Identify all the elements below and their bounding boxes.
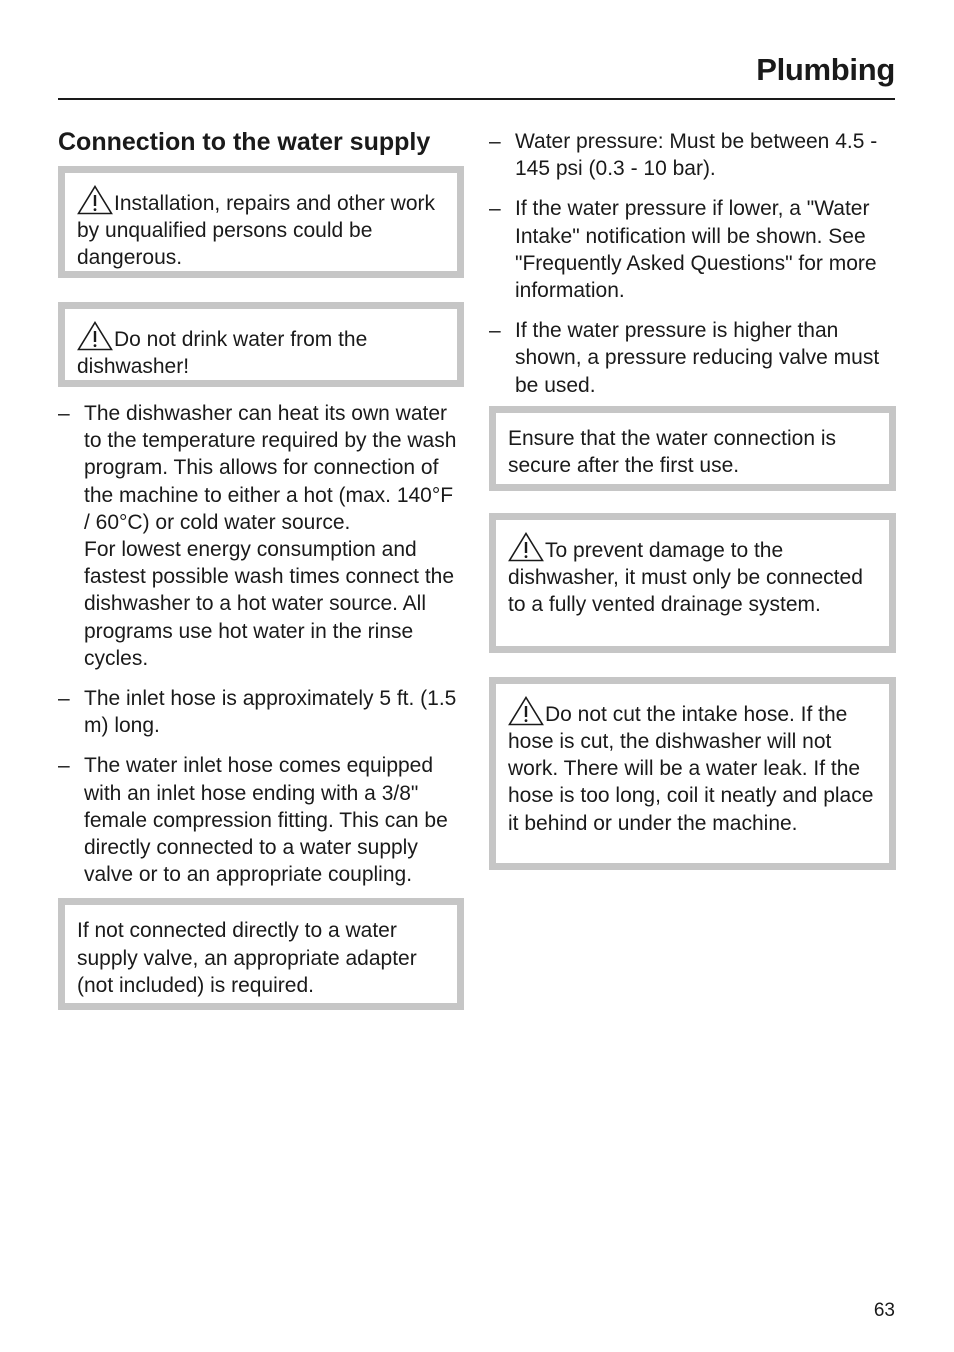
right-bullet-list [489,128,896,399]
list-item-text: Water pressure: Must be between 4.5 - 145 psi (0.3 - 10 bar). [515,130,878,181]
warning-triangle-icon [77,321,113,351]
header-divider [58,98,895,100]
list-item-text: If the water pressure if lower, a "Water Intake" notification will be shown. See "Frequently Asked Questions" for more information. [515,197,877,303]
warning-triangle-icon [508,532,544,562]
section-heading: Connection to the water supply [58,128,431,156]
note-text: If not connected directly to a water supply valve, an appropriate adapter (not included) is required. [77,919,417,997]
dash-marker: – [58,687,70,711]
list-item-text: The dishwasher can heat its own water to the temperature required by the wash program. This allows for connection of the machine to either a hot (max. 140°F / 60°C) or cold water source. [84,402,457,534]
list-item-text: For lowest energy consumption and fastest possible wash times connect the dishwasher to a hot water source. All programs use hot water in the rinse cycles. [84,538,455,670]
warning-box-drinking [58,302,464,387]
warning-triangle-icon [77,185,113,215]
dash-marker: – [489,197,501,221]
left-bullet-list [58,400,464,888]
warning-box-drainage [489,513,896,653]
warning-text: Do not drink water from the dishwasher! [77,328,368,379]
list-item [58,400,464,672]
list-item-text: If the water pressure is higher than shown, a pressure reducing valve must be used. [515,319,880,397]
warning-box-intake-hose [489,677,896,870]
list-item [58,685,464,739]
page-number: 63 [873,1300,895,1321]
list-item-text: The water inlet hose comes equipped with an inlet hose ending with a 3/8" female compression fitting. This can be directly connected to a water supply valve or to an appropriate coupling. [84,754,448,887]
warning-text: Installation, repairs and other work by unqualified persons could be dangerous. [77,192,435,270]
warning-box-installation [58,166,464,278]
dash-marker: – [489,130,501,153]
warning-text: To prevent damage to the dishwasher, it must only be connected to a fully vented drainage system. [508,538,863,617]
list-item [489,317,896,399]
note-text: Ensure that the water connection is secure after the first use. [508,426,837,478]
warning-triangle-icon [508,696,544,726]
dash-marker: – [58,402,70,425]
page-title: Plumbing [756,52,895,87]
warning-text: Do not cut the intake hose. If the hose is cut, the dishwasher will not work. There will be a water leak. If the hose is too long, coil it neatly and place it behind or under the machine. [508,702,874,835]
left-column [58,126,464,1010]
list-item [489,128,896,182]
dash-marker: – [489,319,501,343]
right-column [489,128,896,870]
note-box-connection [489,406,896,491]
list-item [489,195,896,304]
list-item-text: The inlet hose is approximately 5 ft. (1.5 m) long. [84,687,457,738]
dash-marker: – [58,754,70,778]
list-item [58,752,464,888]
note-box-adapter [58,898,464,1010]
